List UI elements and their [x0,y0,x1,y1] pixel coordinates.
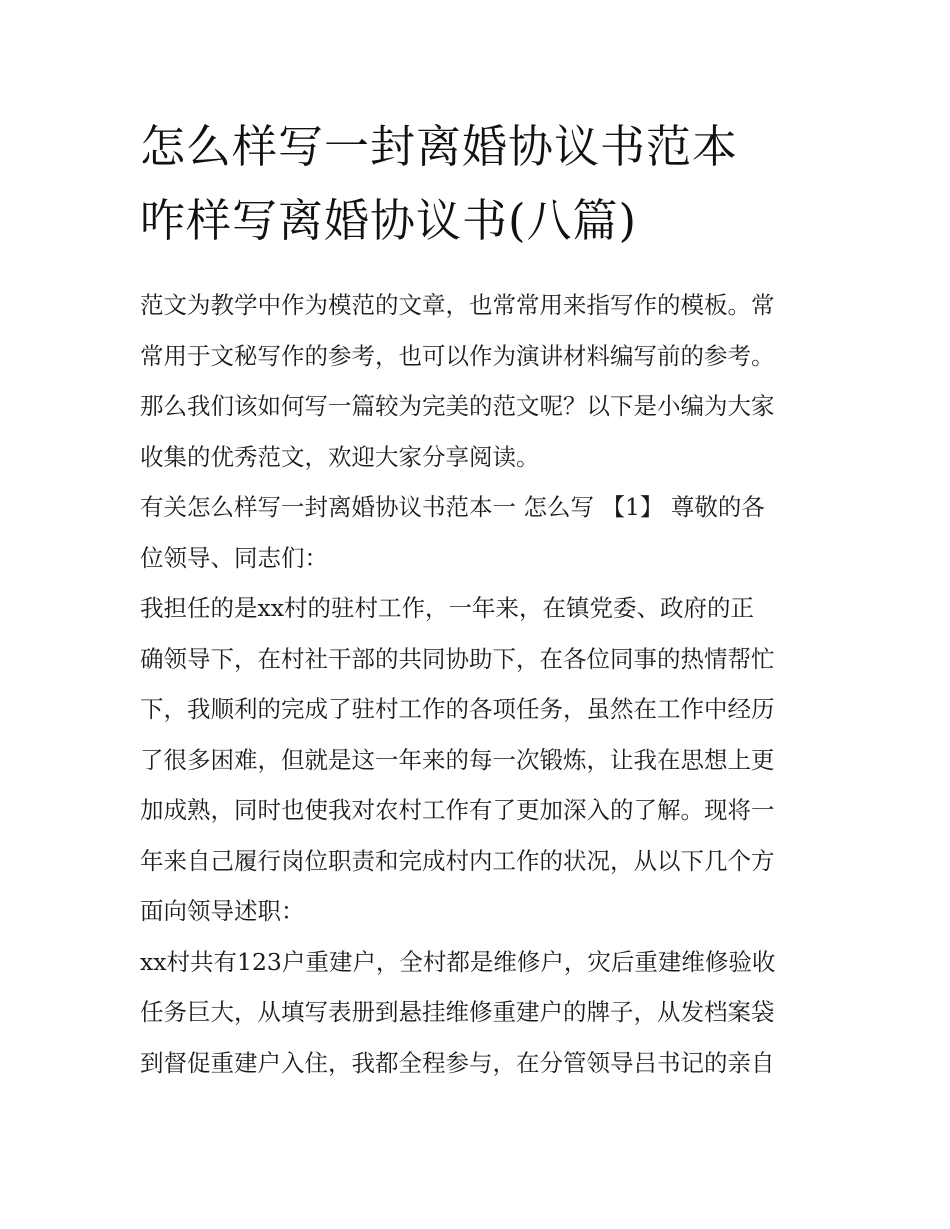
text-line: 常用于文秘写作的参考，也可以作为演讲材料编写前的参考。 [140,341,775,370]
text-line: 收集的优秀范文，欢迎大家分享阅读。 [140,442,540,471]
text-line: 那么我们该如何写一篇较为完美的范文呢？以下是小编为大家 [140,392,775,420]
body-paragraph [140,583,812,937]
text-line: 下，我顺利的完成了驻村工作的各项任务，虽然在工作中经历 [140,695,775,723]
text-line: 位领导、同志们： [140,543,328,572]
text-line: 面向领导述职： [140,897,305,925]
text-line: xx村共有123户重建户，全村都是维修户，灾后重建维修验收 [140,947,776,976]
text-line: 了很多困难，但就是这一年来的每一次锻炼，让我在思想上更 [140,745,775,774]
title-line: 怎么样写一封离婚协议书范本 [140,120,739,173]
title-line: 咋样写离婚协议书(八篇) [140,194,638,247]
text-line: 有关怎么样写一封离婚协议书范本一 怎么写 【1】 尊敬的各 [140,493,765,521]
text-line: 任务巨大，从填写表册到悬挂维修重建户的牌子，从发档案袋 [140,998,775,1026]
text-line: 年来自己履行岗位职责和完成村内工作的状况，从以下几个方 [140,846,775,875]
salutation-paragraph [140,482,812,583]
text-line: 范文为教学中作为模范的文章，也常常用来指写作的模板。常 [140,291,775,319]
document-title [140,110,812,258]
document-body [140,110,812,1088]
intro-paragraph [140,280,812,482]
text-line: 到督促重建户入住，我都全程参与，在分管领导吕书记的亲自 [140,1048,775,1077]
text-line: 确领导下，在村社干部的共同协助下，在各位同事的热情帮忙 [140,644,775,673]
body-paragraph [140,937,812,1089]
text-line: 加成熟，同时也使我对农村工作有了更加深入的了解。现将一 [140,796,775,824]
text-line: 我担任的是xx村的驻村工作，一年来，在镇党委、政府的正 [140,594,755,622]
